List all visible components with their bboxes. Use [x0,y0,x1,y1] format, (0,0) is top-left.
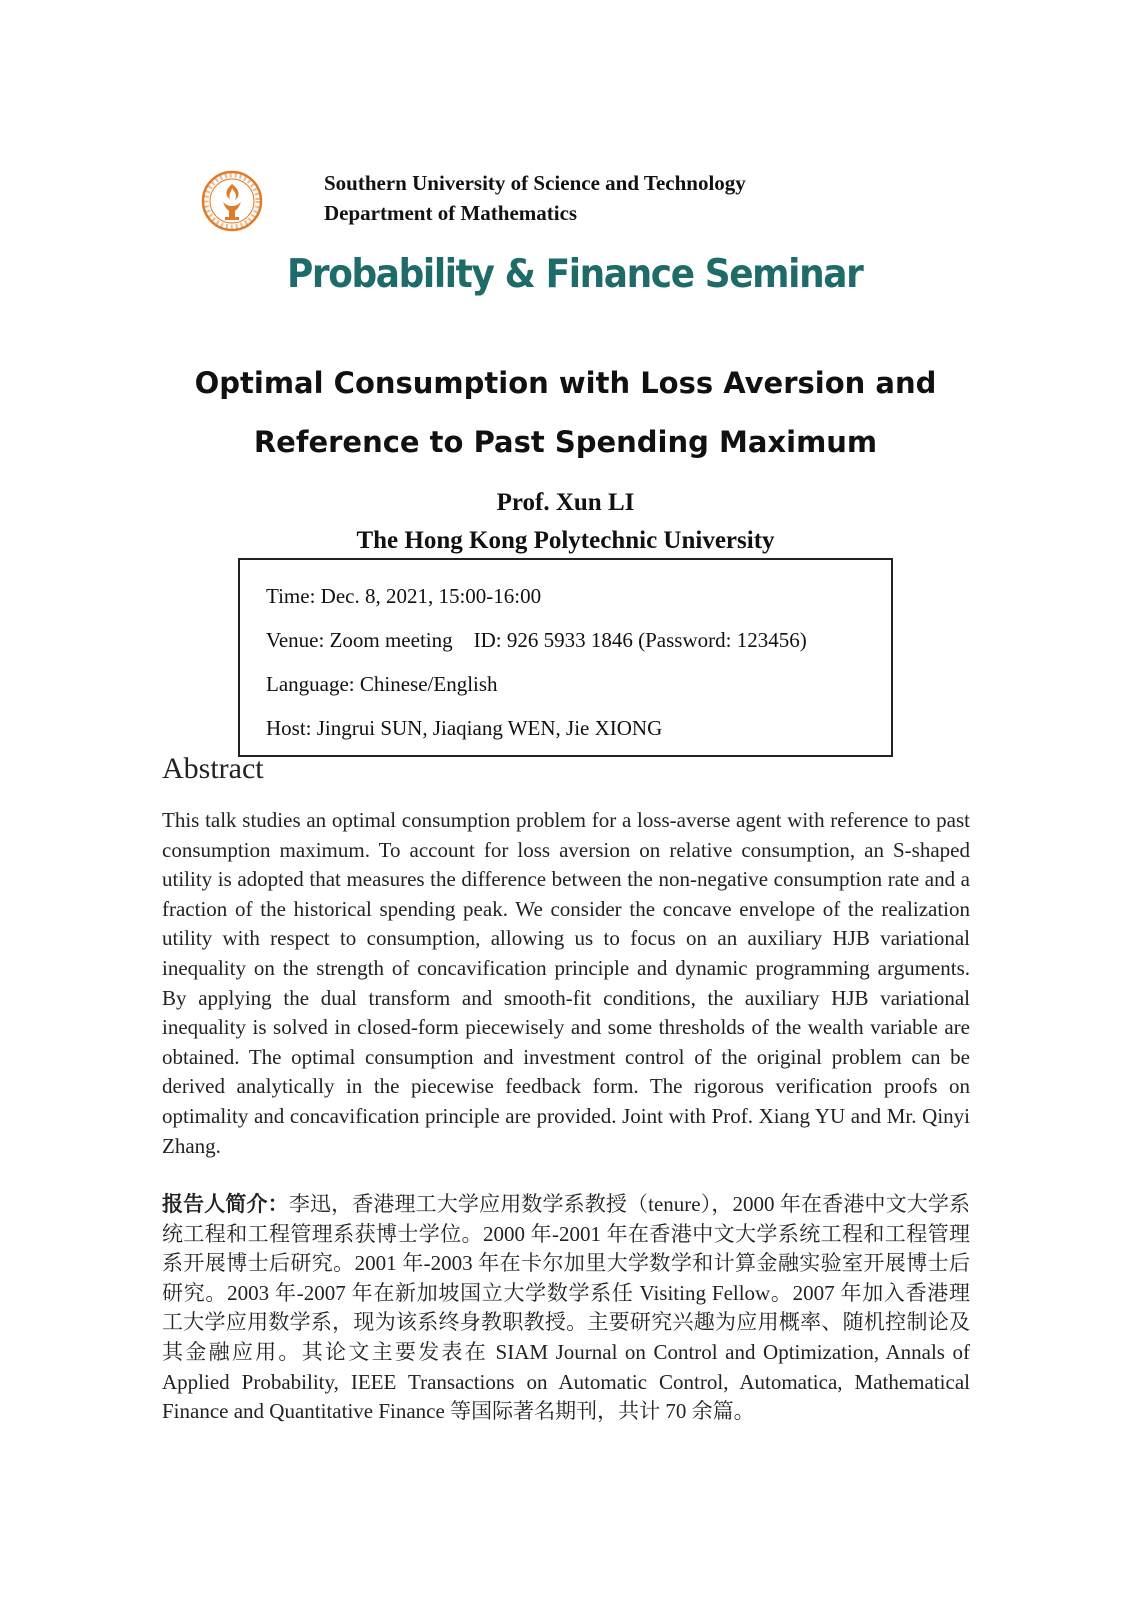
event-time: Time: Dec. 8, 2021, 15:00-16:00 [266,584,542,608]
talk-title-line-1: Optimal Consumption with Loss Aversion and [194,366,937,400]
bio-text: 李迅，香港理工大学应用数学系教授（tenure），2000 年在香港中文大学系统工程和工程管理系获博士学位。2000 年-2001 年在香港中文大学系统工程和工程管理系开展博士后研究。2001 年-2003 年在卡尔加里大学数学和计算金融实验室开展博士后研究。2003 年-2007 年在新加坡国立大学数学系任 Visiting Fellow。2007 年加入香港理工大学应用数学系，现为该系终身教职教授。主要研究兴趣为应用概率、随机控制论及其金融应用。其论文主要发表在 SIAM Journal on Control and Optimization, Annals of Applied Probability, IEEE Transactions on Automatic Control, Automatica, Mathematical Finance and Quantitative Finance 等国际著名期刊，共计 70 余篇。 [162,1192,971,1424]
university-seal-icon [201,170,263,232]
bio-label: 报告人简介： [162,1192,289,1216]
event-language: Language: Chinese/English [266,672,498,696]
department-name: Department of Mathematics [324,201,578,225]
speaker-affiliation: The Hong Kong Polytechnic University [356,527,775,554]
event-host: Host: Jingrui SUN, Jiaqiang WEN, Jie XIONG [266,716,663,740]
abstract-body: This talk studies an optimal consumption problem for a loss-averse agent with reference to past consumption maximum. To account for loss aversion on relative consumption, an S-shaped utility is adopted that measures the difference between the non-negative consumption rate and a fraction of the historical spending peak. We consider the concave envelope of the realization utility with respect to consumption, allowing us to focus on an auxiliary HJB variational inequality on the strength of concavification principle and dynamic programming arguments. By applying the dual transform and smooth-fit conditions, the auxiliary HJB variational inequality is solved in closed-form piecewisely and some thresholds of the wealth variable are obtained. The optimal consumption and investment control of the original problem can be derived analytically in the piecewise feedback form. The rigorous verification proofs on optimality and concavification principle are provided. Joint with Prof. Xiang YU and Mr. Qinyi Zhang. [162,808,970,1158]
university-name: Southern University of Science and Technology [324,171,746,195]
institution-header [324,168,746,228]
speaker-name: Prof. Xun LI [496,489,635,516]
event-venue: Venue: Zoom meeting ID: 926 5933 1846 (Password: 123456) [266,628,807,652]
seminar-title: Probability & Finance Seminar [286,252,863,297]
speaker-bio [162,1190,970,1427]
talk-title [0,354,1131,472]
event-details-box [238,558,893,757]
speaker-block [0,484,1131,560]
talk-title-line-2: Reference to Past Spending Maximum [253,425,878,459]
abstract-heading: Abstract [162,752,264,785]
